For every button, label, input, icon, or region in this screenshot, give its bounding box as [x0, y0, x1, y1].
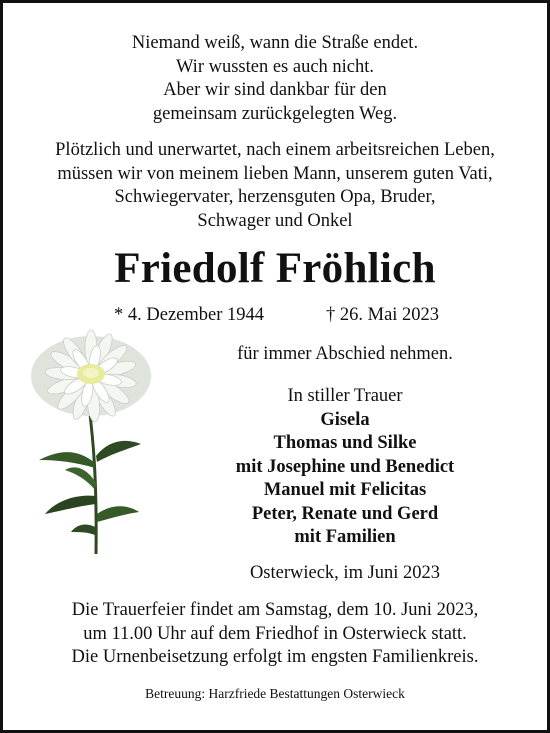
intro-line: Schwager und Onkel — [197, 210, 353, 231]
intro-line: Plötzlich und unerwartet, nach einem arbeitsreichen Leben, — [55, 140, 495, 160]
funeral-line: um 11.00 Uhr auf dem Friedhof in Osterwieck statt. — [83, 623, 467, 644]
funeral-info — [3, 599, 547, 670]
farewell-line — [143, 343, 547, 367]
mourner-name: Peter, Renate und Gerd — [251, 503, 439, 524]
mourner-name: mit Familien — [294, 527, 396, 547]
intro-text — [3, 139, 547, 233]
deceased-name: Friedolf Fröhlich — [114, 245, 436, 292]
mourners-list — [143, 385, 547, 550]
poem-line: Niemand weiß, wann die Straße endet. — [131, 33, 419, 53]
mourner-name: Thomas und Silke — [273, 433, 417, 453]
funeral-line: Die Trauerfeier findet am Samstag, dem 10. Juni 2023, — [71, 600, 479, 620]
mourning-heading: In stiller Trauer — [287, 386, 403, 406]
death-date: † 26. Mai 2023 — [326, 305, 440, 325]
life-dates — [3, 303, 547, 327]
poem-line: Aber wir sind dankbar für den — [163, 80, 387, 100]
mourner-name: Gisela — [320, 409, 370, 430]
flower-blossom — [31, 330, 151, 422]
funeral-line: Die Urnenbeisetzung erfolgt im engsten Familienkreis. — [71, 647, 479, 667]
flower-stem — [39, 401, 141, 554]
mourner-name: mit Josephine und Benedict — [235, 456, 455, 477]
birth-date: * 4. Dezember 1944 — [114, 305, 265, 325]
mourner-name: Manuel mit Felicitas — [263, 480, 427, 500]
place-date-text: Osterwieck, im Juni 2023 — [249, 563, 441, 583]
poem-verse — [3, 32, 547, 126]
intro-line: müssen wir von meinem lieben Mann, unserem guten Vati, — [57, 163, 493, 184]
funeral-home-credit: Betreuung: Harzfriede Bestattungen Osterwieck — [145, 686, 405, 701]
farewell-text: für immer Abschied nehmen. — [237, 344, 453, 364]
place-date — [143, 562, 547, 586]
intro-line: Schwiegervater, herzensguten Opa, Bruder, — [114, 187, 436, 207]
poem-line: Wir wussten es auch nicht. — [175, 56, 375, 77]
poem-line: gemeinsam zurückgelegten Weg. — [152, 103, 398, 124]
